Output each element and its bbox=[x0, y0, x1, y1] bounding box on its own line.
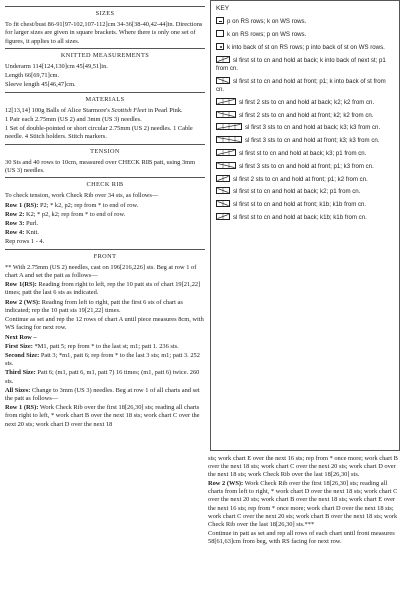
key-item-text: sl first 2 sts to cn and hold at back; k2; k2 from cn. bbox=[239, 98, 375, 106]
front-third-size: Third Size: Patt 6; (m1, patt 6, m1, patt 7) 16 times; (m1, patt 6) twice. 260 sts. bbox=[5, 369, 200, 385]
front-first-size: First Size: *M1, patt 5; rep from * to the last st; m1; patt 1. 236 sts. bbox=[5, 342, 179, 350]
tw2f-symbol-icon bbox=[216, 200, 230, 207]
continuation-final: Continue in patt as set and rep all rows of each chart until front measures 58[61,63]cm from beg, with RS facing for next row. bbox=[208, 529, 395, 545]
continuation-row-2: Row 2 (WS): Work Check Rib over the first 18[26,30] sts; reading all charts from left to right, * work chart D over the next 18 sts; work chart C over the next 20 sts; work chart B over the next 18 sts; work chart E over the next 16 sts; rep from * once more; work chart D over the next 18 sts; work chart C over the next 20 sts; work chart B over the next 18 sts; work Check Rib over the last 18[26,30] sts.*** bbox=[208, 480, 398, 528]
key-item-text: sl first st to cn and hold at back; k3; p1 from cn. bbox=[239, 149, 367, 157]
c3r-symbol-icon bbox=[216, 77, 230, 84]
check-rib-repeat: Rep rows 1 - 4. bbox=[5, 238, 45, 246]
front-row-2: Row 2 (WS): Reading from left to right, patt the first 6 sts of chart as indicated; rep the 10 patt sts 19[21,22] times. bbox=[5, 298, 183, 314]
key-item-text: sl first 2 sts to cn and hold at front; p1; k2 from cn. bbox=[233, 175, 368, 183]
sizes-heading: SIZES bbox=[95, 10, 115, 17]
t3b-symbol-icon bbox=[216, 175, 230, 182]
yarn-text bbox=[5, 107, 205, 115]
key-item bbox=[216, 187, 394, 196]
tension-heading: TENSION bbox=[90, 147, 120, 155]
tension-text: 30 Sts and 40 rows to 10cm, measured over CHECK RIB patt, using 3mm (US 3) needles. bbox=[5, 158, 196, 175]
front-continuation bbox=[208, 455, 403, 546]
c4f-symbol-icon bbox=[216, 111, 236, 118]
key-item-text: sl first st to cn and hold at front; p1; k into back of st from cn. bbox=[216, 77, 386, 93]
key-item-text: sl first st to cn and hold at back; k1b; k1b from cn. bbox=[233, 213, 367, 221]
key-item bbox=[216, 149, 394, 158]
key-item bbox=[216, 98, 394, 107]
dot-symbol-icon bbox=[216, 43, 224, 50]
key-item-text: sl first 3 sts to cn and hold at front; p1; k3 from cn. bbox=[239, 162, 374, 170]
check-rib-heading: CHECK RIB bbox=[86, 181, 124, 189]
c3l-symbol-icon bbox=[216, 56, 230, 63]
blank-symbol-icon bbox=[216, 30, 224, 37]
key-item-text: sl first 3 sts to cn and hold at front; k3; k3 from cn. bbox=[245, 137, 380, 145]
materials-heading: MATERIALS bbox=[85, 95, 125, 103]
c6b-symbol-icon bbox=[216, 123, 242, 130]
divider bbox=[5, 144, 205, 145]
divider bbox=[5, 249, 205, 250]
key-item-text: sl first 3 sts to cn and hold at back; k3; k3 from cn. bbox=[245, 124, 381, 132]
key-item bbox=[216, 77, 394, 95]
key-item-text: sl first st to cn and hold at back; k2; p1 from cn. bbox=[233, 188, 361, 196]
divider bbox=[5, 92, 205, 93]
key-item bbox=[216, 111, 394, 120]
key-item bbox=[216, 43, 394, 52]
key-item-text: k into back of st on RS rows; p into back of st on WS rows. bbox=[227, 43, 385, 51]
key-item bbox=[216, 213, 394, 222]
divider bbox=[5, 6, 205, 7]
tw2b-symbol-icon bbox=[216, 213, 230, 220]
right-column bbox=[208, 0, 403, 547]
length-measurement: Length 66[69,71]cm. bbox=[5, 72, 60, 80]
key-item bbox=[216, 162, 394, 171]
check-rib-row-4: Row 4: Knit. bbox=[5, 229, 39, 237]
underarm-measurement: Underarm 114[124,130]cm 45[49,51]in. bbox=[5, 63, 108, 71]
t3f-symbol-icon bbox=[216, 187, 230, 194]
front-second-size: Second Size: Patt 3; *m1, patt 6; rep from * to the last 3 sts; m1; patt 3. 252 sts. bbox=[5, 351, 200, 368]
key-item bbox=[216, 200, 394, 209]
key-item-text: k on RS rows; p on WS rows. bbox=[227, 31, 307, 38]
t4b-symbol-icon bbox=[216, 149, 236, 156]
front-continue: Continue as set and rep the 12 rows of chart A until piece measures 8cm, with WS facing for next row. bbox=[5, 316, 204, 332]
yarn-text-a: 12[13,14] 100g Balls of Alice Starmore's bbox=[5, 106, 110, 114]
check-rib-row-3: Row 3: Purl. bbox=[5, 220, 39, 228]
front-row-1: Row 1(RS): Reading from right to left, rep the 10 patt sts of chart 19[21,22] times; patt the last 6 sts as indicated. bbox=[5, 281, 201, 297]
key-list bbox=[216, 17, 394, 222]
measurements-heading: KNITTED MEASUREMENTS bbox=[60, 51, 150, 59]
yarn-name: Scottish Fleet bbox=[111, 106, 147, 114]
front-next-row: Next Row – bbox=[5, 333, 37, 341]
check-rib-row-1: Row 1 (RS): P2; * k2, p2; rep from * to end of row. bbox=[5, 201, 139, 209]
divider bbox=[5, 177, 205, 178]
check-rib-row-2: Row 2: K2; * p2, k2; rep from * to end of row. bbox=[5, 210, 126, 218]
divider bbox=[5, 48, 205, 49]
chart-key-box bbox=[210, 0, 400, 451]
key-item-text: sl first st to cn and hold at front; k1b; k1b from cn. bbox=[233, 201, 367, 209]
front-cast-on: ** With 2.75mm (US 2) needles, cast on 196[216,226] sts. Beg at row 1 of chart A and set the patt as follows— bbox=[5, 263, 197, 280]
yarn-text-c: in Pearl Pink. bbox=[148, 106, 183, 114]
key-item bbox=[216, 30, 394, 39]
key-item-text: sl first st to cn and hold at back; k into back of next st; p1 from cn. bbox=[216, 56, 386, 72]
front-row-1-rs: Row 1 (RS): Work Check Rib over the first 18[26,30] sts; reading all charts from right to left, * work chart B over the next 18 sts; work chart C over the next 20 sts; work chart D over the next 18 bbox=[5, 404, 200, 428]
front-all-sizes: All Sizes: Change to 3mm (US 3) needles. Beg at row 1 of all charts and set the patt as follows— bbox=[5, 386, 200, 402]
left-column bbox=[5, 4, 205, 430]
needles-text: 1 Pair each 2.75mm (US 2) and 3mm (US 3) needles. bbox=[5, 116, 142, 124]
key-item bbox=[216, 17, 394, 26]
key-item-text: sl first 2 sts to cn and hold at front; k2; k2 from cn. bbox=[239, 111, 374, 119]
c4b-symbol-icon bbox=[216, 98, 236, 105]
key-item bbox=[216, 175, 394, 184]
key-item bbox=[216, 136, 394, 145]
continuation-text: sts; work chart E over the next 16 sts; rep from * once more; work chart B over the next 18 sts; work chart C over the next 20 sts; work chart D over the next 18 sts; work Check Rib over the last 18[26,30] sts. bbox=[208, 455, 398, 479]
t4f-symbol-icon bbox=[216, 162, 236, 169]
sizes-text: To fit chest/bust 86-91[97-102,107-112]cm 34-36[38-40,42-44]in. Directions for larger sizes are given in square brackets. Where there is only one set of figures, it applies to all sizes. bbox=[5, 21, 203, 45]
front-heading: FRONT bbox=[93, 252, 117, 260]
sleeve-measurement: Sleeve length 45[46,47]cm. bbox=[5, 81, 76, 89]
key-item bbox=[216, 123, 394, 132]
key-title: KEY bbox=[216, 5, 230, 12]
key-item-text: p on RS rows; k on WS rows. bbox=[227, 18, 307, 26]
check-rib-intro: To check tension, work Check Rib over 34 sts, as follows— bbox=[5, 192, 159, 200]
key-item bbox=[216, 56, 394, 74]
c6f-symbol-icon bbox=[216, 136, 242, 143]
bar-symbol-icon bbox=[216, 17, 224, 24]
set-text: 1 Set of double-pointed or short circular 2.75mm (US 2) needles. 1 Cable needle. 4 Stitch holders. Stitch markers. bbox=[5, 125, 193, 141]
